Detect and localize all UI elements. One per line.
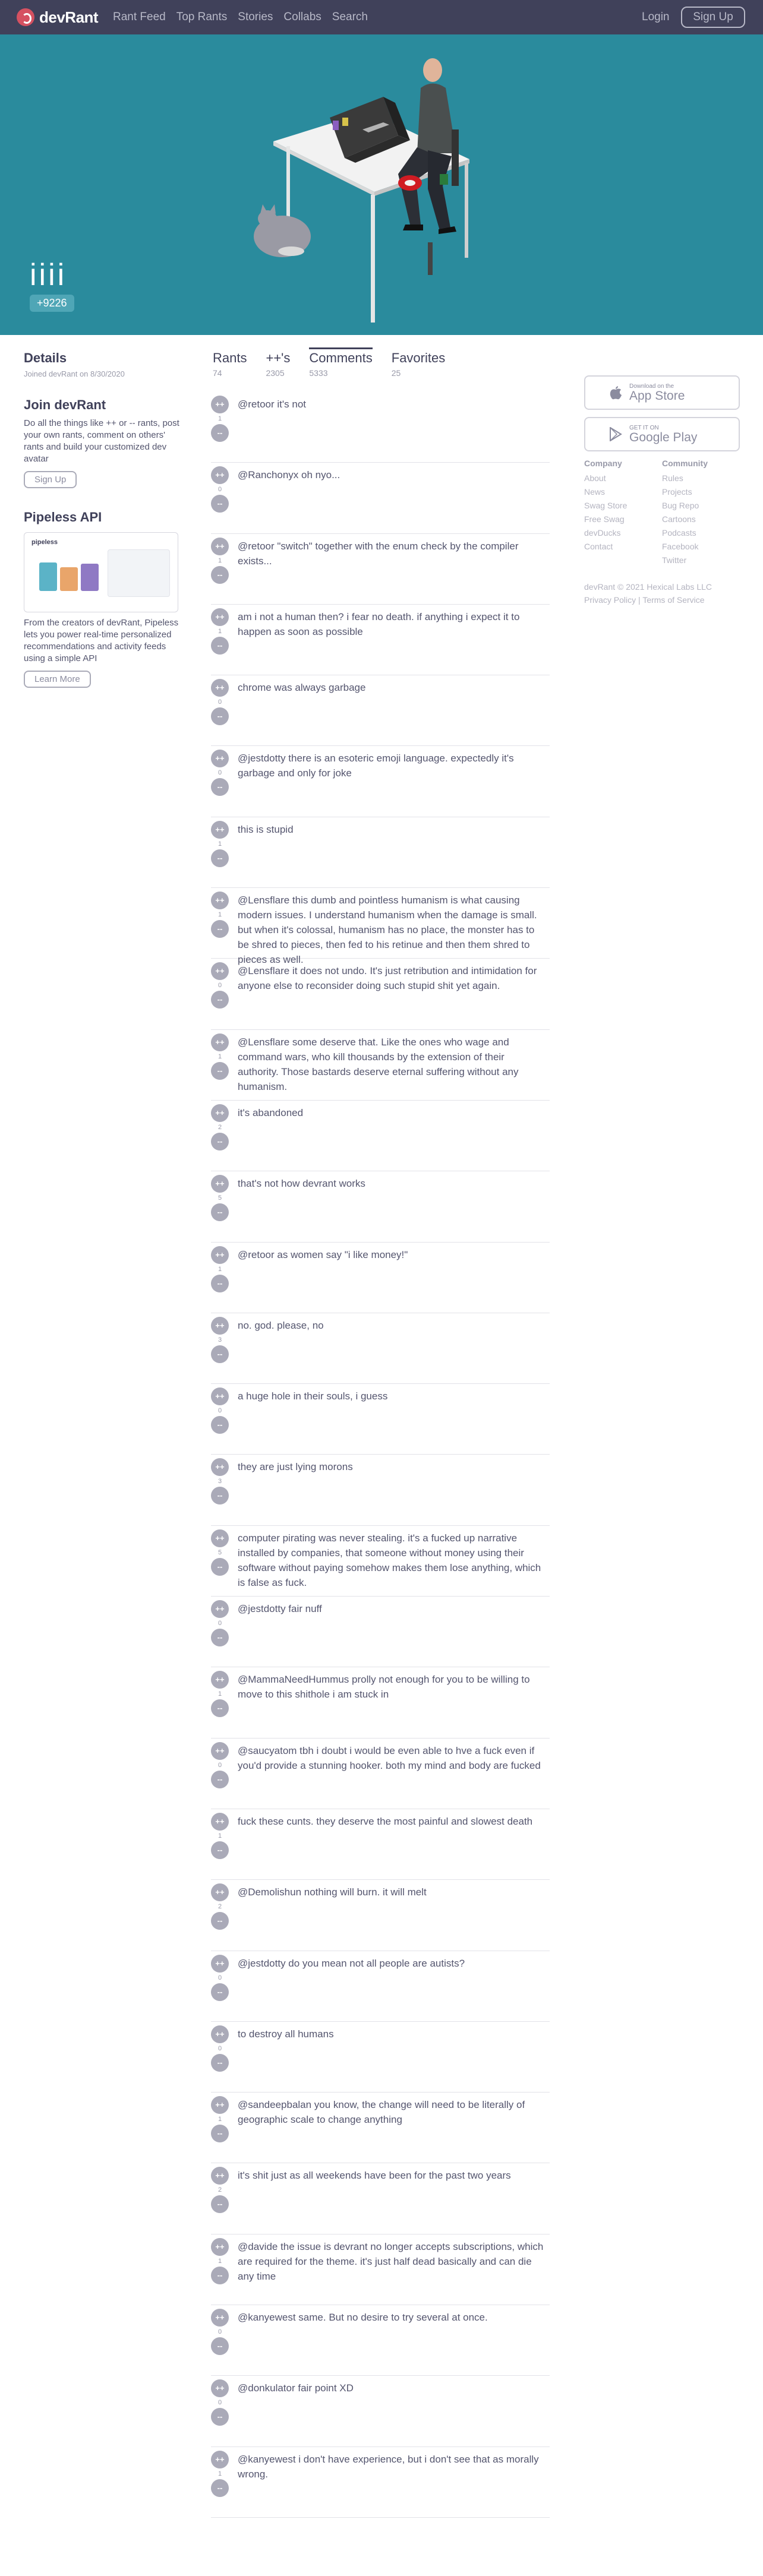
upvote-button[interactable]: ++ xyxy=(211,1600,229,1618)
vote-controls xyxy=(211,1955,229,2001)
community-links xyxy=(662,459,740,567)
vote-controls xyxy=(211,2451,229,2497)
comment-item[interactable] xyxy=(211,1455,550,1525)
comment-text: no. god. please, no xyxy=(238,1319,324,1331)
comment-item[interactable] xyxy=(211,605,550,675)
comment-score: 1 xyxy=(217,557,222,564)
comment-item[interactable] xyxy=(211,1101,550,1171)
join-title: Join devRant xyxy=(24,397,106,412)
community-title: Community xyxy=(662,459,708,468)
footer-links xyxy=(584,459,740,567)
comment-item[interactable] xyxy=(211,1809,550,1880)
comment-item[interactable] xyxy=(211,2093,550,2163)
comment-item[interactable] xyxy=(211,1667,550,1738)
link-about[interactable]: About xyxy=(584,473,606,483)
upvote-button[interactable]: ++ xyxy=(211,608,229,626)
vote-controls xyxy=(211,1600,229,1646)
comment-item[interactable] xyxy=(211,2305,550,2376)
comment-text: @donkulator fair point XD xyxy=(238,2382,354,2394)
pipeless-logo: pipeless xyxy=(31,539,58,546)
comment-item[interactable] xyxy=(211,1526,550,1597)
comment-text: @jestdotty there is an esoteric emoji language. expectedly it's garbage and only for joke xyxy=(238,753,514,779)
downvote-button[interactable]: -- xyxy=(211,1203,229,1221)
downvote-button[interactable]: -- xyxy=(211,1487,229,1504)
downvote-button[interactable]: -- xyxy=(211,1629,229,1646)
link-rules[interactable]: Rules xyxy=(662,473,683,483)
downvote-button[interactable]: -- xyxy=(211,1062,229,1080)
vote-controls xyxy=(211,2309,229,2355)
upvote-button[interactable]: ++ xyxy=(211,396,229,413)
downvote-button[interactable]: -- xyxy=(211,1983,229,2001)
comment-score: 0 xyxy=(217,2328,222,2336)
comment-item[interactable] xyxy=(211,2022,550,2093)
comment-item[interactable] xyxy=(211,2234,550,2305)
comment-text: @retoor it's not xyxy=(238,399,306,410)
link-contact[interactable]: Contact xyxy=(584,542,613,551)
comment-text: they are just lying morons xyxy=(238,1461,353,1473)
google-play-icon xyxy=(609,427,622,441)
google-play-small: GET IT ON xyxy=(629,424,659,431)
comment-text: fuck these cunts. they deserve the most painful and slowest death xyxy=(238,1815,533,1827)
left-sidebar xyxy=(24,350,181,688)
comment-item[interactable] xyxy=(211,959,550,1029)
comment-item[interactable] xyxy=(211,888,550,966)
copyright-block xyxy=(584,580,740,606)
downvote-button[interactable]: -- xyxy=(211,707,229,725)
comment-score: 3 xyxy=(217,1336,222,1344)
tab-label: Rants xyxy=(213,350,247,365)
downvote-button[interactable]: -- xyxy=(211,2054,229,2072)
downvote-button[interactable]: -- xyxy=(211,2125,229,2142)
comment-score: 1 xyxy=(217,2470,222,2477)
downvote-button[interactable]: -- xyxy=(211,849,229,867)
comment-score: 0 xyxy=(217,2044,222,2052)
joined-date: Joined devRant on 8/30/2020 xyxy=(24,369,125,378)
comment-text: @Lensflare some deserve that. Like the ones who wage and command wars, who kill thousands by the extension of their authority. Those bastards deserve eternal suffering without any humanism. xyxy=(238,1036,519,1092)
upvote-button[interactable]: ++ xyxy=(211,1883,229,1901)
downvote-button[interactable]: -- xyxy=(211,1275,229,1292)
comment-item[interactable] xyxy=(211,1313,550,1384)
vote-controls xyxy=(211,1033,229,1080)
link-podcasts[interactable]: Podcasts xyxy=(662,528,696,538)
upvote-button[interactable]: ++ xyxy=(211,1104,229,1122)
downvote-button[interactable]: -- xyxy=(211,1416,229,1434)
tab-count: 74 xyxy=(213,368,222,378)
company-title: Company xyxy=(584,459,622,468)
comment-item[interactable] xyxy=(211,675,550,746)
comment-item[interactable] xyxy=(211,746,550,817)
vote-controls xyxy=(211,1458,229,1504)
nav-top-rants[interactable]: Top Rants xyxy=(176,11,228,23)
link-facebook[interactable]: Facebook xyxy=(662,542,699,551)
comment-item[interactable] xyxy=(211,1384,550,1455)
vote-controls xyxy=(211,538,229,584)
learn-more-button[interactable]: Learn More xyxy=(24,671,91,688)
comment-item[interactable] xyxy=(211,463,550,533)
devrant-logo[interactable] xyxy=(17,8,98,27)
privacy-link[interactable]: Privacy Policy xyxy=(584,595,636,605)
tab-label: Favorites xyxy=(391,350,446,365)
profile-username: iiii xyxy=(30,258,67,292)
comment-score: 0 xyxy=(217,2399,222,2407)
tab-comments[interactable] xyxy=(309,350,372,384)
comment-text: @sandeepbalan you know, the change will need to be literally of geographic scale to change anything xyxy=(238,2099,525,2126)
upvote-button[interactable]: ++ xyxy=(211,1175,229,1193)
downvote-button[interactable]: -- xyxy=(211,1558,229,1576)
comment-score: 2 xyxy=(217,2186,222,2194)
vote-controls xyxy=(211,1104,229,1150)
upvote-button[interactable]: ++ xyxy=(211,892,229,909)
comment-text: @MammaNeedHummus prolly not enough for you to be willing to move to this shithole i am stuck in xyxy=(238,1674,530,1701)
downvote-button[interactable]: -- xyxy=(211,2267,229,2284)
vote-controls xyxy=(211,2238,229,2284)
comment-score: 1 xyxy=(217,2257,222,2265)
downvote-button[interactable]: -- xyxy=(211,1771,229,1788)
comment-item[interactable] xyxy=(211,1951,550,2022)
vote-controls xyxy=(211,1529,229,1576)
vote-controls xyxy=(211,2167,229,2213)
tab-label: Comments xyxy=(309,347,372,366)
upvote-button[interactable]: ++ xyxy=(211,1387,229,1405)
comment-item[interactable] xyxy=(211,2376,550,2447)
link-news[interactable]: News xyxy=(584,487,606,497)
upvote-button[interactable]: ++ xyxy=(211,2238,229,2256)
upvote-button[interactable]: ++ xyxy=(211,466,229,484)
comment-text: @retoor "switch" together with the enum check by the compiler exists... xyxy=(238,540,519,567)
upvote-button[interactable]: ++ xyxy=(211,1742,229,1760)
downvote-button[interactable]: -- xyxy=(211,991,229,1009)
tab-favorites[interactable] xyxy=(392,350,445,384)
vote-controls xyxy=(211,2025,229,2072)
upvote-button[interactable]: ++ xyxy=(211,750,229,767)
comment-item[interactable] xyxy=(211,1171,550,1242)
upvote-button[interactable]: ++ xyxy=(211,1955,229,1973)
downvote-button[interactable]: -- xyxy=(211,495,229,513)
comment-score: 1 xyxy=(217,911,222,919)
upvote-button[interactable]: ++ xyxy=(211,1529,229,1547)
main-nav xyxy=(113,0,379,34)
downvote-button[interactable]: -- xyxy=(211,1699,229,1717)
comment-score: 2 xyxy=(217,1123,222,1131)
comment-text: this is stupid xyxy=(238,823,294,835)
downvote-button[interactable]: -- xyxy=(211,2408,229,2426)
vote-controls xyxy=(211,821,229,867)
comment-text: it's shit just as all weekends have been for the past two years xyxy=(238,2170,511,2182)
link-free-swag[interactable]: Free Swag xyxy=(584,514,625,524)
comment-text: @kanyewest same. But no desire to try several at once. xyxy=(238,2312,488,2324)
terms-link[interactable]: Terms of Service xyxy=(642,595,705,605)
downvote-button[interactable]: -- xyxy=(211,2195,229,2213)
downvote-button[interactable]: -- xyxy=(211,1841,229,1859)
vote-controls xyxy=(211,466,229,513)
nav-collabs[interactable]: Collabs xyxy=(283,11,321,23)
downvote-button[interactable]: -- xyxy=(211,2337,229,2355)
comment-item[interactable] xyxy=(211,1030,550,1101)
comment-item[interactable] xyxy=(211,1243,550,1313)
app-store-button[interactable] xyxy=(584,375,740,410)
profile-tabs xyxy=(213,350,464,384)
comment-item[interactable] xyxy=(211,817,550,888)
vote-controls xyxy=(211,2379,229,2426)
comment-text: @Lensflare it does not undo. It's just retribution and intimidation for anyone else to reconsider doing such stupid shit yet again. xyxy=(238,965,537,992)
comment-score: 0 xyxy=(217,486,222,494)
comment-score: 5 xyxy=(217,1194,222,1202)
comment-score: 2 xyxy=(217,1903,222,1911)
google-play-button[interactable] xyxy=(584,417,740,451)
comment-item[interactable] xyxy=(211,2447,550,2518)
downvote-button[interactable]: -- xyxy=(211,424,229,442)
right-sidebar xyxy=(584,375,740,606)
profile-score-badge: +9226 xyxy=(30,295,74,312)
comment-score: 1 xyxy=(217,1690,222,1698)
downvote-button[interactable]: -- xyxy=(211,1912,229,1930)
comment-item[interactable] xyxy=(211,1739,550,1809)
downvote-button[interactable]: -- xyxy=(211,637,229,655)
tab-count: 2305 xyxy=(266,368,285,378)
comment-item[interactable] xyxy=(211,2163,550,2234)
upvote-button[interactable]: ++ xyxy=(211,962,229,980)
app-store-small: Download on the xyxy=(629,383,674,390)
link-twitter[interactable]: Twitter xyxy=(662,555,687,565)
link-cartoons[interactable]: Cartoons xyxy=(662,514,696,524)
upvote-button[interactable]: ++ xyxy=(211,2451,229,2468)
vote-controls xyxy=(211,1317,229,1363)
signup-button[interactable]: Sign Up xyxy=(681,7,745,28)
comment-score: 5 xyxy=(217,1548,222,1556)
tab-plusplus[interactable] xyxy=(266,350,290,384)
sidebar-signup-button[interactable]: Sign Up xyxy=(24,471,77,488)
vote-controls xyxy=(211,1175,229,1221)
vote-controls xyxy=(211,892,229,938)
comment-text: computer pirating was never stealing. it's a fucked up narrative installed by companies, that someone without money using their software without paying somehow makes them lose anything, which is false as fuck. xyxy=(238,1532,541,1588)
comment-score: 0 xyxy=(217,1620,222,1627)
downvote-button[interactable]: -- xyxy=(211,920,229,938)
upvote-button[interactable]: ++ xyxy=(211,1671,229,1689)
vote-controls xyxy=(211,1671,229,1717)
pipeless-title: Pipeless API xyxy=(24,510,102,524)
upvote-button[interactable]: ++ xyxy=(211,538,229,555)
vote-controls xyxy=(211,962,229,1009)
upvote-button[interactable]: ++ xyxy=(211,2167,229,2185)
tab-count: 25 xyxy=(391,368,401,378)
profile-hero xyxy=(0,34,763,335)
downvote-button[interactable]: -- xyxy=(211,1345,229,1363)
comment-score: 0 xyxy=(217,1407,222,1415)
nav-search[interactable]: Search xyxy=(332,11,368,23)
downvote-button[interactable]: -- xyxy=(211,778,229,796)
google-play-big: Google Play xyxy=(629,430,698,444)
comment-text: a huge hole in their souls, i guess xyxy=(238,1390,388,1402)
comment-text: @saucyatom tbh i doubt i would be even able to hve a fuck even if you'd provide a stunning hooker. both my mind and body are fucked xyxy=(238,1744,541,1771)
comment-text: @davide the issue is devrant no longer accepts subscriptions, which are required for the theme. it's just half dead basically and can die any time xyxy=(238,2240,544,2282)
avatar-illustration xyxy=(250,46,511,325)
app-store-big: App Store xyxy=(629,388,685,403)
comment-text: @Lensflare this dumb and pointless humanism is what causing modern issues. I understand humanism when the damage is small. but when it's colossal, humanism has no place, the monster has to be shred to pieces, then fed to his retinue and then them shred to pieces as well. xyxy=(238,895,537,966)
comment-score: 1 xyxy=(217,627,222,635)
link-devducks[interactable]: devDucks xyxy=(584,528,621,538)
comment-score: 0 xyxy=(217,982,222,990)
tab-rants[interactable] xyxy=(213,350,247,384)
upvote-button[interactable]: ++ xyxy=(211,2379,229,2397)
comment-score: 1 xyxy=(217,1052,222,1060)
vote-controls xyxy=(211,1813,229,1859)
tab-count: 5333 xyxy=(309,368,328,378)
comment-text: @Ranchonyx oh nyo... xyxy=(238,469,340,481)
nav-rant-feed[interactable]: Rant Feed xyxy=(113,11,166,23)
vote-controls xyxy=(211,2096,229,2142)
comment-text: chrome was always garbage xyxy=(238,682,366,694)
upvote-button[interactable]: ++ xyxy=(211,2096,229,2114)
downvote-button[interactable]: -- xyxy=(211,2479,229,2497)
separator: | xyxy=(638,595,643,605)
comment-text: am i not a human then? i fear no death. if anything i expect it to happen as soon as possible xyxy=(238,611,520,637)
comment-score: 1 xyxy=(217,1265,222,1273)
upvote-button[interactable]: ++ xyxy=(211,1458,229,1476)
comment-text: @Demolishun nothing will burn. it will melt xyxy=(238,1886,427,1898)
upvote-button[interactable]: ++ xyxy=(211,1813,229,1831)
comment-score: 0 xyxy=(217,1974,222,1981)
upvote-button[interactable]: ++ xyxy=(211,679,229,697)
comments-feed xyxy=(211,392,550,2518)
vote-controls xyxy=(211,1883,229,1930)
login-link[interactable]: Login xyxy=(642,11,670,23)
comment-score: 0 xyxy=(217,1761,222,1769)
comment-score: 1 xyxy=(217,840,222,848)
link-bug-repo[interactable]: Bug Repo xyxy=(662,501,699,510)
details-title: Details xyxy=(24,350,67,365)
comment-text: @retoor as women say "i like money!" xyxy=(238,1249,408,1260)
top-navbar xyxy=(0,0,763,34)
copyright-text: devRant © 2021 Hexical Labs LLC xyxy=(584,582,712,592)
downvote-button[interactable]: -- xyxy=(211,1133,229,1150)
comment-text: @jestdotty do you mean not all people are autists? xyxy=(238,1957,465,1969)
comment-score: 1 xyxy=(217,415,222,422)
vote-controls xyxy=(211,396,229,442)
vote-controls xyxy=(211,1387,229,1434)
comment-score: 3 xyxy=(217,1478,222,1485)
tab-label: ++'s xyxy=(266,350,291,365)
upvote-button[interactable]: ++ xyxy=(211,1033,229,1051)
devrant-logo-icon xyxy=(17,8,34,26)
apple-icon xyxy=(609,385,622,400)
nav-stories[interactable]: Stories xyxy=(238,11,273,23)
vote-controls xyxy=(211,1742,229,1788)
comment-text: it's abandoned xyxy=(238,1107,304,1118)
comment-score: 0 xyxy=(217,698,222,706)
vote-controls xyxy=(211,750,229,796)
comment-item[interactable] xyxy=(211,392,550,463)
vote-controls xyxy=(211,1246,229,1292)
vote-controls xyxy=(211,679,229,725)
link-projects[interactable]: Projects xyxy=(662,487,692,497)
comment-text: @jestdotty fair nuff xyxy=(238,1603,322,1615)
join-text: Do all the things like ++ or -- rants, post your own rants, comment on others' rants and build your customized dev avatar xyxy=(24,418,179,464)
pipeless-promo-image[interactable] xyxy=(24,532,178,612)
comment-score: 1 xyxy=(217,1832,222,1839)
upvote-button[interactable]: ++ xyxy=(211,1317,229,1335)
comment-score: 0 xyxy=(217,769,222,777)
upvote-button[interactable]: ++ xyxy=(211,821,229,839)
link-swag-store[interactable]: Swag Store xyxy=(584,501,628,510)
comment-text: to destroy all humans xyxy=(238,2028,334,2040)
comment-item[interactable] xyxy=(211,1880,550,1951)
comment-item[interactable] xyxy=(211,534,550,605)
upvote-button[interactable]: ++ xyxy=(211,2309,229,2327)
vote-controls xyxy=(211,608,229,655)
company-links xyxy=(584,459,662,567)
comment-text: that's not how devrant works xyxy=(238,1178,365,1190)
downvote-button[interactable]: -- xyxy=(211,566,229,584)
logo-text: devRant xyxy=(39,8,99,26)
upvote-button[interactable]: ++ xyxy=(211,2025,229,2043)
comment-text: @kanyewest i don't have experience, but i don't see that as morally wrong. xyxy=(238,2453,539,2480)
comment-item[interactable] xyxy=(211,1597,550,1667)
comment-score: 1 xyxy=(217,2116,222,2123)
pipeless-text: From the creators of devRant, Pipeless lets you power real-time personalized recommendations and activity feeds using a simple API xyxy=(24,618,179,663)
upvote-button[interactable]: ++ xyxy=(211,1246,229,1264)
